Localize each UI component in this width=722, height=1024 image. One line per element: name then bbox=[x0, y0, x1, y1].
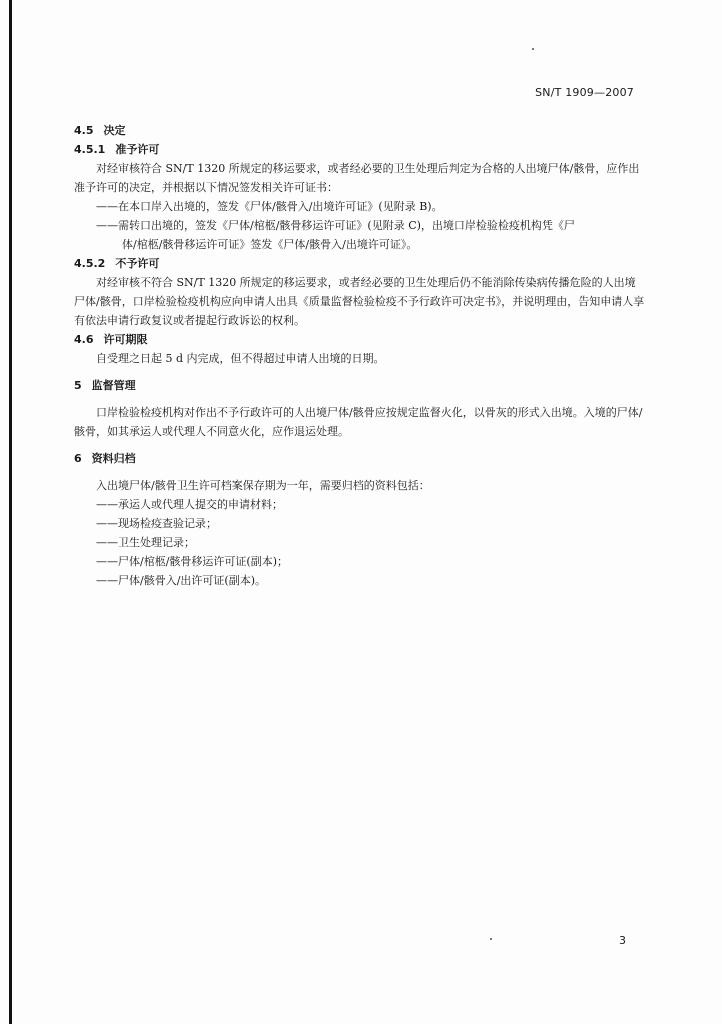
list-item: ——卫生处理记录； bbox=[96, 536, 195, 549]
section-5-heading bbox=[74, 376, 646, 395]
section-title: 不予许可 bbox=[115, 257, 160, 270]
document-body bbox=[74, 121, 646, 590]
list-item: ——现场检疫查验记录； bbox=[96, 517, 217, 530]
paragraph: 口岸检验检疫机构对作出不予行政许可的人出境尸体/骸骨应按规定监督火化，以骨灰的形式入出境。入境的尸体/骸骨，如其承运人或代理人不同意火化，应作退运处理。 bbox=[74, 406, 643, 438]
section-4-5-heading bbox=[74, 121, 646, 140]
section-number: 4.6 bbox=[74, 333, 94, 346]
list-item: ——在本口岸入出境的，签发《尸体/骸骨入/出境许可证》(见附录 B)。 bbox=[96, 200, 443, 213]
section-title: 监督管理 bbox=[91, 379, 136, 392]
section-4-6-heading bbox=[74, 330, 646, 349]
paragraph: 自受理之日起 5 d 内完成，但不得超过申请人出境的日期。 bbox=[96, 352, 385, 365]
list-item-continuation: 体/棺柩/骸骨移运许可证》签发《尸体/骸骨入/出境许可证》。 bbox=[122, 238, 418, 251]
section-number: 4.5.1 bbox=[74, 143, 106, 156]
section-number: 4.5.2 bbox=[74, 257, 106, 270]
list-item: ——尸体/骸骨入/出许可证(副本)。 bbox=[96, 574, 266, 587]
paragraph: 入出境尸体/骸骨卫生许可档案保存期为一年，需要归档的资料包括： bbox=[96, 479, 430, 492]
paragraph: 对经审核符合 SN/T 1320 所规定的移运要求，或者经必要的卫生处理后判定为合格的人出境尸体/骸骨，应作出准予许可的决定，并根据以下情况签发相关许可证书： bbox=[74, 162, 640, 194]
scan-edge-bar bbox=[9, 0, 12, 1024]
paragraph: 对经审核不符合 SN/T 1320 所规定的移运要求，或者经必要的卫生处理后仍不能消除传染病传播危险的人出境尸体/骸骨，口岸检验检疫机构应向申请人出具《质量监督检验检疫不予行政许可决定书》，并说明理由，告知申请人享有依法申请行政复议或者提起行政诉讼的权利。 bbox=[74, 276, 645, 327]
section-number: 5 bbox=[74, 379, 82, 392]
section-4-5-2-heading bbox=[74, 254, 646, 273]
section-title: 决定 bbox=[103, 124, 126, 137]
section-title: 准予许可 bbox=[115, 143, 160, 156]
list-item: ——承运人或代理人提交的申请材料； bbox=[96, 498, 283, 511]
section-number: 6 bbox=[74, 452, 82, 465]
page-number: 3 bbox=[619, 934, 626, 947]
section-title: 许可期限 bbox=[103, 333, 148, 346]
section-6-heading bbox=[74, 449, 646, 468]
section-number: 4.5 bbox=[74, 124, 94, 137]
scan-speck bbox=[532, 48, 534, 50]
section-4-5-1-heading bbox=[74, 140, 646, 159]
standard-code: SN/T 1909—2007 bbox=[535, 86, 634, 99]
section-title: 资料归档 bbox=[91, 452, 136, 465]
list-item: ——尸体/棺柩/骸骨移运许可证(副本)； bbox=[96, 555, 288, 568]
list-item: ——需转口出境的，签发《尸体/棺柩/骸骨移运许可证》(见附录 C)，出境口岸检验检疫机构凭《尸 bbox=[96, 219, 575, 232]
scan-speck bbox=[490, 938, 492, 940]
